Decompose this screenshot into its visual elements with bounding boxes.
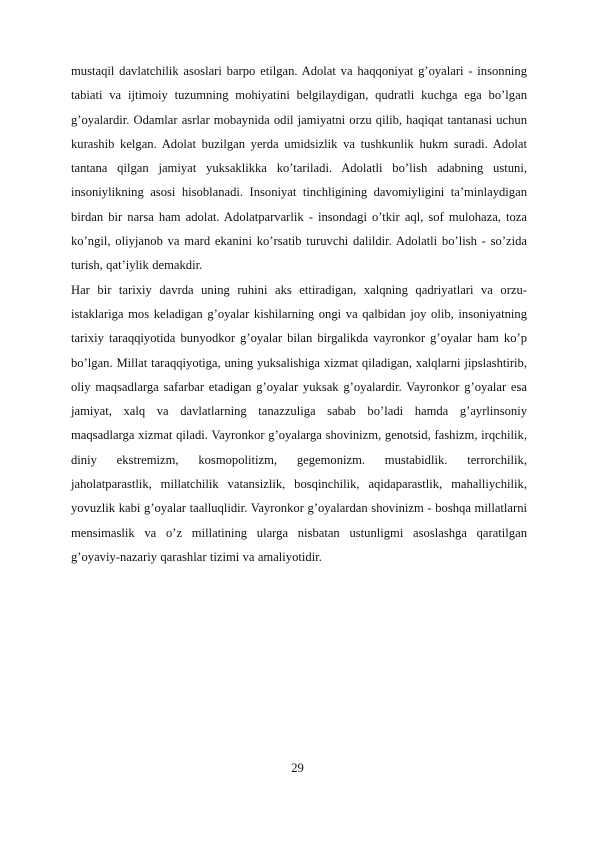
page-number: 29 xyxy=(291,761,304,775)
paragraph-justice: mustaqil davlatchilik asoslari barpo etilgan. Adolat va haqqoniyat g’oyalari - insonning tabiati va ijtimoiy tuzumning mohiyatini belgilaydigan, qudratli kuchga ega bo’lgan g’oyalardir. Odamlar asrlar mobaynida odil jamiyatni orzu qilib, haqiqat tantanasi uchun kurashib kelgan. Adolat buzilgan yerda umidsizlik va tushkunlik hukm suradi. Adolat tantana qilgan jamiyat yuksaklikka ko’tariladi. Adolatli bo’lish adabning ustuni, insoniylikning asosi hisoblanadi. Insoniyat tinchligining davomiyligini ta’minlaydigan birdan bir narsa ham adolat. Adolatparvarlik - insondagi o’tkir aql, sof mulohaza, toza ko’ngil, oliyjanob va mard ekanini ko’rsatib turuvchi dalildir. Adolatli bo’lish - so’zida turish, qat’iylik demakdir. xyxy=(71,64,527,273)
body-text xyxy=(71,59,527,569)
paragraph-ideas: Har bir tarixiy davrda uning ruhini aks ettiradigan, xalqning qadriyatlari va orzu-istaklariga mos keladigan g’oyalar kishilarning ongi va qalbidan joy olib, insoniyatning tarixiy taraqqiyotida bunyodkor g’oyalar bilan birgalikda vayronkor g’oyalar ham ko’p bo’lgan. Millat taraqqiyotiga, uning yuksalishiga xizmat qiladigan, xalqlarni jipslashtirib, oliy maqsadlarga safarbar etadigan g’oyalar yuksak g’oyalardir. Vayronkor g’oyalar esa jamiyat, xalq va davlatlarning tanazzuliga sabab bo’ladi hamda g’ayrlinsoniy maqsadlarga xizmat qiladi. Vayronkor g’oyalarga shovinizm, genotsid, fashizm, irqchilik, diniy ekstremizm, kosmopolitizm, gegemonizm. mustabidlik. terrorchilik, jaholatparastlik, millatchilik vatansizlik, bosqinchilik, aqidaparastlik, mahalliychilik, yovuzlik kabi g’oyalar taalluqlidir. Vayronkor g’oyalardan shovinizm - boshqa millatlarni mensimaslik va o’z millatining ularga nisbatan ustunligmi asoslashga qaratilgan g’oyaviy-nazariy qarashlar tizimi va amaliyotidir. xyxy=(71,282,527,564)
